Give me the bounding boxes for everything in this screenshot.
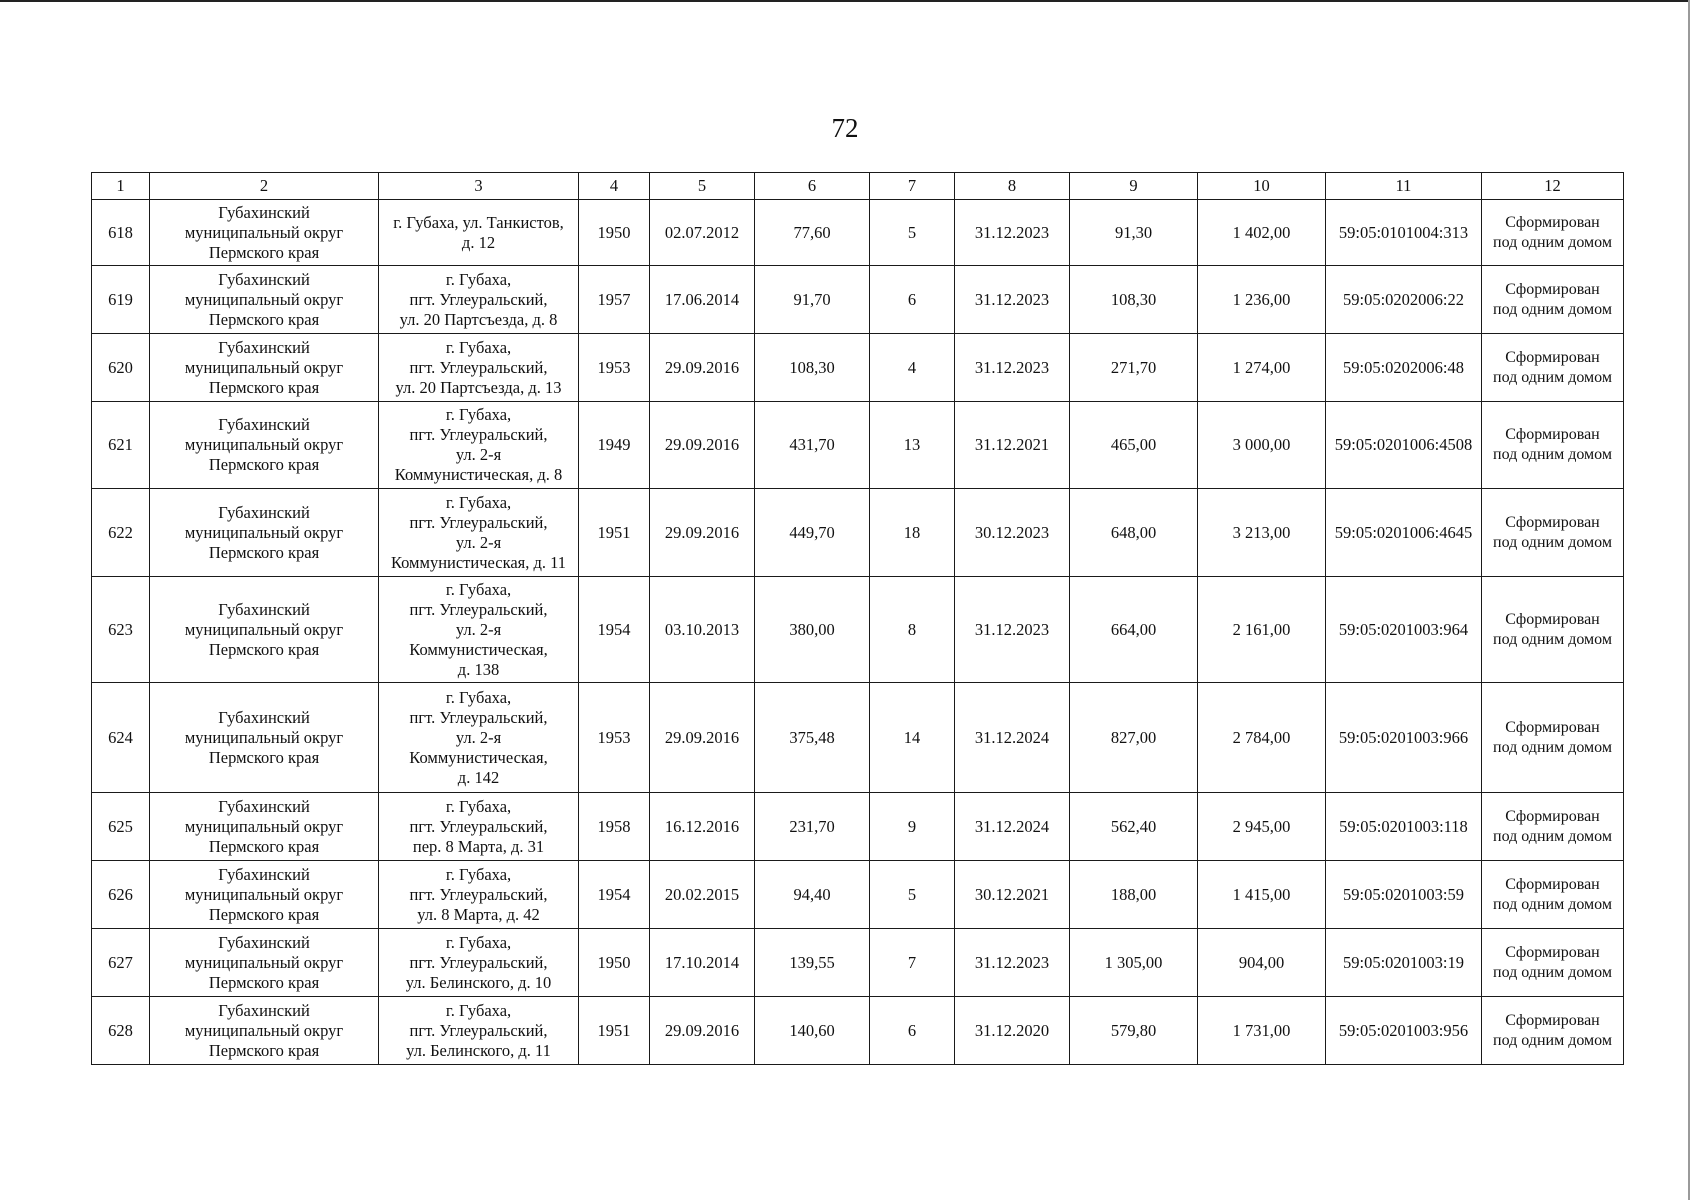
address-line: г. Губаха, xyxy=(445,687,512,707)
housing-registry-table xyxy=(91,172,1624,1065)
status-line: под одним домом xyxy=(1493,300,1612,318)
status-line: Сформирован xyxy=(1505,718,1600,736)
deadline-cell: 31.12.2021 xyxy=(955,402,1070,489)
cadastral-number-cell: 59:05:0201003:956 xyxy=(1326,997,1482,1065)
date-cell: 29.09.2016 xyxy=(650,334,755,402)
status-line: Сформирован xyxy=(1505,280,1600,298)
address-line: г. Губаха, xyxy=(445,405,512,424)
municipality-cell xyxy=(150,489,379,577)
column-header: 8 xyxy=(955,173,1070,200)
address-line: пгт. Углеуральский, xyxy=(409,952,548,972)
deadline-cell: 31.12.2020 xyxy=(955,997,1070,1065)
area-cell: 449,70 xyxy=(755,489,870,577)
municipality-cell xyxy=(150,997,379,1065)
municipality-line: Губахинский xyxy=(218,864,310,884)
column-header: 4 xyxy=(579,173,650,200)
status-cell xyxy=(1482,402,1624,489)
cadastral-number-cell: 59:05:0201006:4645 xyxy=(1326,489,1482,577)
year-cell: 1951 xyxy=(579,997,650,1065)
residents-cell: 14 xyxy=(870,683,955,793)
address-line: ул. 20 Партсъезда, д. 13 xyxy=(395,377,562,397)
municipality-line: муниципальный округ xyxy=(184,222,344,242)
area-cell: 431,70 xyxy=(755,402,870,489)
cadastral-number-cell: 59:05:0201003:966 xyxy=(1326,683,1482,793)
municipality-line: Пермского края xyxy=(208,377,320,397)
municipality-line: Пермского края xyxy=(208,836,320,856)
date-cell: 03.10.2013 xyxy=(650,577,755,683)
cadastral-number-cell: 59:05:0202006:22 xyxy=(1326,266,1482,334)
address-line: пгт. Углеуральский, xyxy=(409,425,548,444)
cadastral-number-cell: 59:05:0202006:48 xyxy=(1326,334,1482,402)
area2-cell: 648,00 xyxy=(1070,489,1198,577)
column-header: 10 xyxy=(1198,173,1326,200)
address-cell xyxy=(379,200,579,266)
municipality-line: Пермского края xyxy=(208,455,320,474)
address-cell xyxy=(379,334,579,402)
status-line: под одним домом xyxy=(1493,533,1612,551)
cadastral-number-cell: 59:05:0201003:964 xyxy=(1326,577,1482,683)
residents-cell: 4 xyxy=(870,334,955,402)
residents-cell: 5 xyxy=(870,861,955,929)
table-row xyxy=(92,683,1624,793)
status-line: Сформирован xyxy=(1505,807,1600,825)
status-cell xyxy=(1482,200,1624,266)
address-line: г. Губаха, xyxy=(445,269,512,289)
municipality-line: Губахинский xyxy=(218,269,310,289)
status-line: под одним домом xyxy=(1493,446,1612,463)
address-line: д. 142 xyxy=(457,767,500,787)
municipality-line: Пермского края xyxy=(208,639,320,659)
column-header: 6 xyxy=(755,173,870,200)
scan-border-top xyxy=(0,0,1690,2)
municipality-cell xyxy=(150,200,379,266)
municipality-line: Пермского края xyxy=(208,542,320,562)
table-body xyxy=(92,173,1624,1065)
date-cell: 29.09.2016 xyxy=(650,489,755,577)
residents-cell: 5 xyxy=(870,200,955,266)
column-header: 1 xyxy=(92,173,150,200)
status-cell xyxy=(1482,334,1624,402)
year-cell: 1951 xyxy=(579,489,650,577)
address-cell xyxy=(379,402,579,489)
address-line: ул. 20 Партсъезда, д. 8 xyxy=(399,309,558,329)
land-area-cell: 3 000,00 xyxy=(1198,402,1326,489)
status-line: Сформирован xyxy=(1505,426,1600,443)
land-area-cell: 1 731,00 xyxy=(1198,997,1326,1065)
address-cell xyxy=(379,929,579,997)
status-line: Сформирован xyxy=(1505,1011,1600,1029)
address-line: пгт. Углеуральский, xyxy=(409,599,548,619)
row-number-cell: 618 xyxy=(92,200,150,266)
address-line: г. Губаха, xyxy=(445,492,512,512)
area2-cell: 579,80 xyxy=(1070,997,1198,1065)
municipality-line: муниципальный округ xyxy=(184,522,344,542)
page-number: 72 xyxy=(831,113,859,143)
status-cell xyxy=(1482,489,1624,577)
municipality-cell xyxy=(150,793,379,861)
address-line: ул. 2-я xyxy=(455,445,502,464)
status-cell xyxy=(1482,683,1624,793)
municipality-line: муниципальный округ xyxy=(184,435,344,454)
municipality-line: Губахинский xyxy=(218,202,310,222)
address-line: г. Губаха, xyxy=(445,1000,512,1020)
municipality-line: Пермского края xyxy=(208,1040,320,1060)
year-cell: 1950 xyxy=(579,929,650,997)
cadastral-number-cell: 59:05:0201003:118 xyxy=(1326,793,1482,861)
area2-cell: 562,40 xyxy=(1070,793,1198,861)
area-cell: 375,48 xyxy=(755,683,870,793)
land-area-cell: 2 784,00 xyxy=(1198,683,1326,793)
land-area-cell: 1 415,00 xyxy=(1198,861,1326,929)
area-cell: 94,40 xyxy=(755,861,870,929)
cadastral-number-cell: 59:05:0201006:4508 xyxy=(1326,402,1482,489)
residents-cell: 9 xyxy=(870,793,955,861)
table-row xyxy=(92,334,1624,402)
municipality-line: Пермского края xyxy=(208,242,320,262)
table-row xyxy=(92,200,1624,266)
address-line: г. Губаха, xyxy=(445,864,512,884)
deadline-cell: 31.12.2023 xyxy=(955,929,1070,997)
table-row xyxy=(92,402,1624,489)
land-area-cell: 3 213,00 xyxy=(1198,489,1326,577)
row-number-cell: 621 xyxy=(92,402,150,489)
area2-cell: 188,00 xyxy=(1070,861,1198,929)
address-cell xyxy=(379,683,579,793)
status-line: Сформирован xyxy=(1505,348,1600,366)
status-line: Сформирован xyxy=(1505,943,1600,961)
municipality-line: Губахинский xyxy=(218,502,310,522)
municipality-line: муниципальный округ xyxy=(184,1020,344,1040)
deadline-cell: 31.12.2023 xyxy=(955,266,1070,334)
municipality-cell xyxy=(150,334,379,402)
municipality-line: муниципальный округ xyxy=(184,357,344,377)
area2-cell: 827,00 xyxy=(1070,683,1198,793)
table-row xyxy=(92,997,1624,1065)
area2-cell: 108,30 xyxy=(1070,266,1198,334)
municipality-cell xyxy=(150,266,379,334)
year-cell: 1957 xyxy=(579,266,650,334)
table-row xyxy=(92,793,1624,861)
column-header: 12 xyxy=(1482,173,1624,200)
municipality-line: Губахинский xyxy=(218,415,310,434)
column-header: 3 xyxy=(379,173,579,200)
row-number-cell: 628 xyxy=(92,997,150,1065)
status-line: под одним домом xyxy=(1493,827,1612,845)
row-number-cell: 625 xyxy=(92,793,150,861)
year-cell: 1954 xyxy=(579,861,650,929)
address-line: ул. 8 Марта, д. 42 xyxy=(417,904,540,924)
area-cell: 77,60 xyxy=(755,200,870,266)
municipality-line: муниципальный округ xyxy=(184,619,344,639)
table-row xyxy=(92,861,1624,929)
cadastral-number-cell: 59:05:0101004:313 xyxy=(1326,200,1482,266)
residents-cell: 7 xyxy=(870,929,955,997)
municipality-line: Пермского края xyxy=(208,904,320,924)
land-area-cell: 1 402,00 xyxy=(1198,200,1326,266)
area2-cell: 465,00 xyxy=(1070,402,1198,489)
status-cell xyxy=(1482,577,1624,683)
address-line: Коммунистическая, д. 11 xyxy=(390,552,567,572)
table-row xyxy=(92,266,1624,334)
land-area-cell: 904,00 xyxy=(1198,929,1326,997)
municipality-cell xyxy=(150,861,379,929)
row-number-cell: 623 xyxy=(92,577,150,683)
status-cell xyxy=(1482,266,1624,334)
area-cell: 231,70 xyxy=(755,793,870,861)
deadline-cell: 31.12.2023 xyxy=(955,334,1070,402)
municipality-line: муниципальный округ xyxy=(184,884,344,904)
area2-cell: 1 305,00 xyxy=(1070,929,1198,997)
address-line: г. Губаха, ул. Танкистов, xyxy=(393,212,564,232)
address-line: ул. 2-я xyxy=(455,727,502,747)
table-row xyxy=(92,929,1624,997)
status-cell xyxy=(1482,997,1624,1065)
table-row xyxy=(92,577,1624,683)
municipality-line: Пермского края xyxy=(208,309,320,329)
column-header: 2 xyxy=(150,173,379,200)
municipality-line: Пермского края xyxy=(208,972,320,992)
status-line: Сформирован xyxy=(1505,213,1600,231)
deadline-cell: 31.12.2023 xyxy=(955,200,1070,266)
column-header: 5 xyxy=(650,173,755,200)
residents-cell: 6 xyxy=(870,266,955,334)
address-line: пгт. Углеуральский, xyxy=(409,884,548,904)
cadastral-number-cell: 59:05:0201003:59 xyxy=(1326,861,1482,929)
municipality-line: Губахинский xyxy=(218,337,310,357)
row-number-cell: 619 xyxy=(92,266,150,334)
address-cell xyxy=(379,861,579,929)
municipality-line: Губахинский xyxy=(218,1000,310,1020)
address-line: ул. Белинского, д. 10 xyxy=(405,972,552,992)
cadastral-number-cell: 59:05:0201003:19 xyxy=(1326,929,1482,997)
address-line: пер. 8 Марта, д. 31 xyxy=(412,836,545,856)
land-area-cell: 2 945,00 xyxy=(1198,793,1326,861)
year-cell: 1958 xyxy=(579,793,650,861)
area-cell: 108,30 xyxy=(755,334,870,402)
column-header: 11 xyxy=(1326,173,1482,200)
municipality-cell xyxy=(150,577,379,683)
status-cell xyxy=(1482,929,1624,997)
municipality-line: муниципальный округ xyxy=(184,727,344,747)
date-cell: 17.10.2014 xyxy=(650,929,755,997)
deadline-cell: 30.12.2023 xyxy=(955,489,1070,577)
municipality-line: Губахинский xyxy=(218,599,310,619)
address-line: пгт. Углеуральский, xyxy=(409,1020,548,1040)
area-cell: 139,55 xyxy=(755,929,870,997)
residents-cell: 6 xyxy=(870,997,955,1065)
municipality-line: Губахинский xyxy=(218,796,310,816)
address-line: пгт. Углеуральский, xyxy=(409,816,548,836)
row-number-cell: 624 xyxy=(92,683,150,793)
status-line: под одним домом xyxy=(1493,233,1612,251)
date-cell: 16.12.2016 xyxy=(650,793,755,861)
year-cell: 1953 xyxy=(579,334,650,402)
address-line: ул. 2-я xyxy=(455,532,502,552)
residents-cell: 8 xyxy=(870,577,955,683)
date-cell: 29.09.2016 xyxy=(650,402,755,489)
municipality-cell xyxy=(150,683,379,793)
year-cell: 1949 xyxy=(579,402,650,489)
address-cell xyxy=(379,793,579,861)
area2-cell: 664,00 xyxy=(1070,577,1198,683)
status-line: под одним домом xyxy=(1493,630,1612,648)
year-cell: 1953 xyxy=(579,683,650,793)
row-number-cell: 626 xyxy=(92,861,150,929)
date-cell: 29.09.2016 xyxy=(650,997,755,1065)
address-cell xyxy=(379,266,579,334)
deadline-cell: 30.12.2021 xyxy=(955,861,1070,929)
municipality-line: муниципальный округ xyxy=(184,289,344,309)
address-line: ул. 2-я xyxy=(455,619,502,639)
status-line: под одним домом xyxy=(1493,368,1612,386)
column-header: 7 xyxy=(870,173,955,200)
column-header: 9 xyxy=(1070,173,1198,200)
area2-cell: 271,70 xyxy=(1070,334,1198,402)
area-cell: 140,60 xyxy=(755,997,870,1065)
address-line: пгт. Углеуральский, xyxy=(409,707,548,727)
area-cell: 91,70 xyxy=(755,266,870,334)
address-line: Коммунистическая, xyxy=(409,639,548,659)
address-line: г. Губаха, xyxy=(445,579,512,599)
address-line: пгт. Углеуральский, xyxy=(409,357,548,377)
date-cell: 02.07.2012 xyxy=(650,200,755,266)
area2-cell: 91,30 xyxy=(1070,200,1198,266)
status-line: под одним домом xyxy=(1493,963,1612,981)
address-line: Коммунистическая, xyxy=(409,747,548,767)
address-cell xyxy=(379,997,579,1065)
address-line: г. Губаха, xyxy=(445,932,512,952)
status-line: Сформирован xyxy=(1505,513,1600,531)
address-line: пгт. Углеуральский, xyxy=(409,512,548,532)
municipality-line: Губахинский xyxy=(218,707,310,727)
address-line: д. 138 xyxy=(457,659,500,679)
deadline-cell: 31.12.2024 xyxy=(955,683,1070,793)
status-line: Сформирован xyxy=(1505,610,1600,628)
date-cell: 17.06.2014 xyxy=(650,266,755,334)
date-cell: 29.09.2016 xyxy=(650,683,755,793)
address-line: пгт. Углеуральский, xyxy=(409,289,548,309)
municipality-cell xyxy=(150,929,379,997)
year-cell: 1950 xyxy=(579,200,650,266)
row-number-cell: 622 xyxy=(92,489,150,577)
deadline-cell: 31.12.2023 xyxy=(955,577,1070,683)
address-cell xyxy=(379,489,579,577)
table-row xyxy=(92,489,1624,577)
status-cell xyxy=(1482,861,1624,929)
row-number-cell: 627 xyxy=(92,929,150,997)
status-line: под одним домом xyxy=(1493,738,1612,756)
land-area-cell: 1 236,00 xyxy=(1198,266,1326,334)
address-line: ул. Белинского, д. 11 xyxy=(406,1040,551,1060)
date-cell: 20.02.2015 xyxy=(650,861,755,929)
address-line: г. Губаха, xyxy=(445,796,512,816)
land-area-cell: 1 274,00 xyxy=(1198,334,1326,402)
municipality-line: Пермского края xyxy=(208,747,320,767)
residents-cell: 18 xyxy=(870,489,955,577)
municipality-line: муниципальный округ xyxy=(184,952,344,972)
address-cell xyxy=(379,577,579,683)
residents-cell: 13 xyxy=(870,402,955,489)
municipality-cell xyxy=(150,402,379,489)
status-line: под одним домом xyxy=(1493,895,1612,913)
year-cell: 1954 xyxy=(579,577,650,683)
status-line: под одним домом xyxy=(1493,1031,1612,1049)
address-line: д. 12 xyxy=(461,232,496,252)
deadline-cell: 31.12.2024 xyxy=(955,793,1070,861)
column-number-row xyxy=(92,173,1624,200)
row-number-cell: 620 xyxy=(92,334,150,402)
land-area-cell: 2 161,00 xyxy=(1198,577,1326,683)
status-cell xyxy=(1482,793,1624,861)
status-line: Сформирован xyxy=(1505,875,1600,893)
municipality-line: Губахинский xyxy=(218,932,310,952)
address-line: Коммунистическая, д. 8 xyxy=(394,465,563,484)
address-line: г. Губаха, xyxy=(445,337,512,357)
municipality-line: муниципальный округ xyxy=(184,816,344,836)
area-cell: 380,00 xyxy=(755,577,870,683)
